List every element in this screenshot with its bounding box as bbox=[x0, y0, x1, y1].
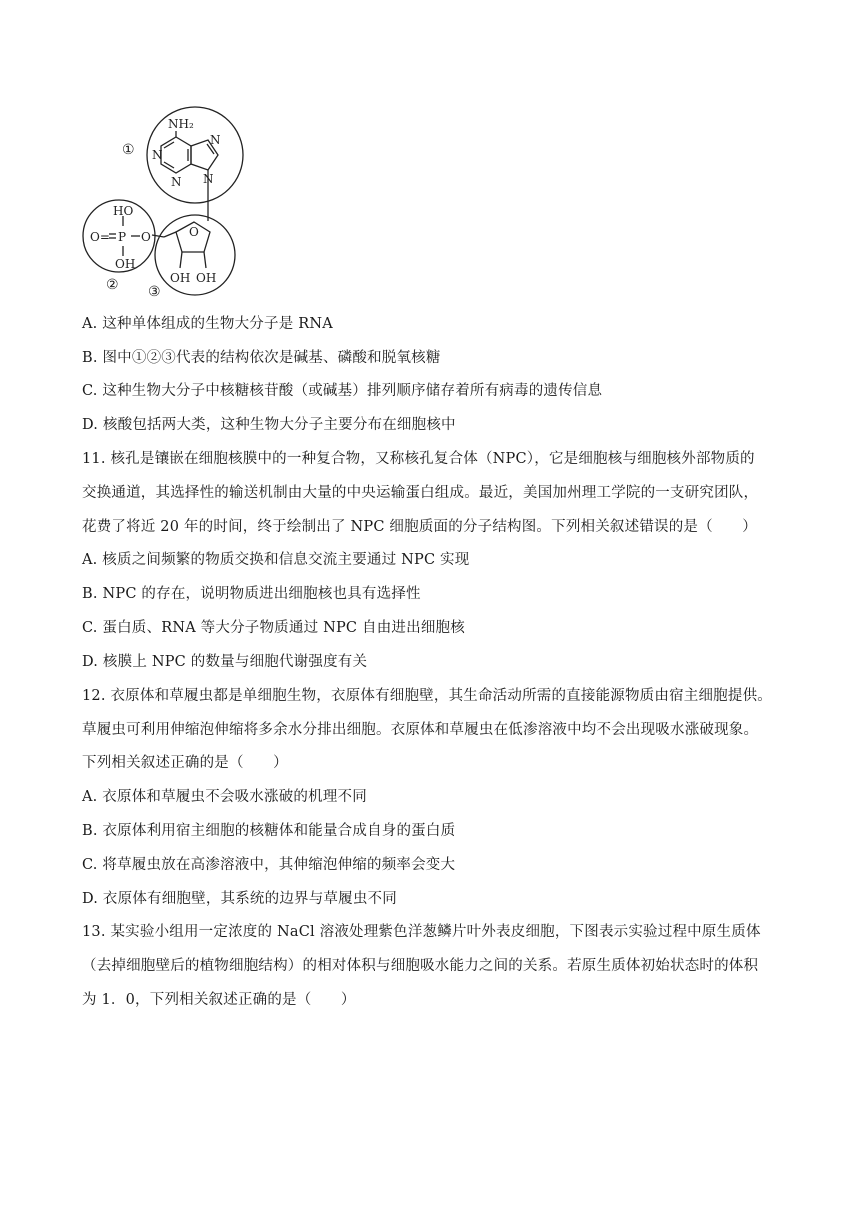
nh2-label: NH₂ bbox=[168, 117, 194, 131]
ring-o-label: O bbox=[189, 225, 199, 239]
n9-label: N bbox=[203, 172, 214, 186]
marker-3: ③ bbox=[148, 284, 161, 300]
p-label: P bbox=[118, 230, 127, 244]
o-double-label: O= bbox=[90, 230, 110, 244]
question-12-line-2: 草履虫可利用伸缩泡伸缩将多余水分排出细胞。衣原体和草履虫在低渗溶液中均不会出现吸水涨破现象。 bbox=[82, 722, 759, 738]
oh-right-label: OH bbox=[196, 271, 217, 285]
pyrimidine-ring bbox=[161, 137, 191, 173]
option-10c: C. 这种生物大分子中核糖核苷酸（或碱基）排列顺序储存着所有病毒的遗传信息 bbox=[82, 383, 603, 399]
question-11-line-3: 花费了将近 20 年的时间，终于绘制出了 NPC 细胞质面的分子结构图。下列相关叙述错误的是（ ） bbox=[82, 519, 757, 535]
question-13-line-3: 为 1．0，下列相关叙述正确的是（ ） bbox=[82, 992, 356, 1008]
option-12a: A. 衣原体和草履虫不会吸水涨破的机理不同 bbox=[82, 789, 367, 805]
option-12b: B. 衣原体利用宿主细胞的核糖体和能量合成自身的蛋白质 bbox=[82, 823, 456, 839]
option-10d: D. 核酸包括两大类，这种生物大分子主要分布在细胞核中 bbox=[82, 417, 456, 433]
n3-label: N bbox=[171, 175, 182, 189]
option-10b: B. 图中①②③代表的结构依次是碱基、磷酸和脱氧核糖 bbox=[82, 350, 441, 366]
question-13-line-2: （去掉细胞壁后的植物细胞结构）的相对体积与细胞吸水能力之间的关系。若原生质体初始状态时的体积 bbox=[82, 958, 759, 974]
option-12c: C. 将草履虫放在高渗溶液中，其伸缩泡伸缩的频率会变大 bbox=[82, 857, 456, 873]
option-11c: C. 蛋白质、RNA 等大分子物质通过 NPC 自由进出细胞核 bbox=[82, 620, 465, 636]
option-11b: B. NPC 的存在，说明物质进出细胞核也具有选择性 bbox=[82, 586, 421, 602]
option-11d: D. 核膜上 NPC 的数量与细胞代谢强度有关 bbox=[82, 654, 368, 670]
option-10a: A. 这种单体组成的生物大分子是 RNA bbox=[82, 316, 333, 332]
o-link-label: O bbox=[141, 230, 151, 244]
n7-label: N bbox=[210, 133, 221, 147]
question-11-line-1: 11. 核孔是镶嵌在细胞核膜中的一种复合物，又称核孔复合体（NPC），它是细胞核与细胞核外部物质的 bbox=[82, 451, 755, 467]
question-13-line-1: 13. 某实验小组用一定浓度的 NaCl 溶液处理紫色洋葱鳞片叶外表皮细胞，下图表示实验过程中原生质体 bbox=[82, 924, 761, 940]
question-12-line-1: 12. 衣原体和草履虫都是单细胞生物，衣原体有细胞壁，其生命活动所需的直接能源物质由宿主细胞提供。 bbox=[82, 688, 772, 704]
marker-2: ② bbox=[106, 277, 119, 293]
n1-label: N bbox=[152, 148, 163, 162]
question-11-line-2: 交换通道，其选择性的输送机制由大量的中央运输蛋白组成。最近，美国加州理工学院的一支研究团队， bbox=[82, 485, 759, 501]
option-12d: D. 衣原体有细胞壁，其系统的边界与草履虫不同 bbox=[82, 891, 397, 907]
nucleotide-structure-figure bbox=[82, 104, 262, 300]
oh-bottom-label: OH bbox=[115, 257, 136, 271]
option-11a: A. 核质之间频繁的物质交换和信息交流主要通过 NPC 实现 bbox=[82, 552, 470, 568]
ho-top-label: HO bbox=[113, 204, 134, 218]
marker-1: ① bbox=[122, 142, 135, 158]
question-12-line-3: 下列相关叙述正确的是（ ） bbox=[82, 755, 288, 771]
oh-left-label: OH bbox=[170, 271, 191, 285]
